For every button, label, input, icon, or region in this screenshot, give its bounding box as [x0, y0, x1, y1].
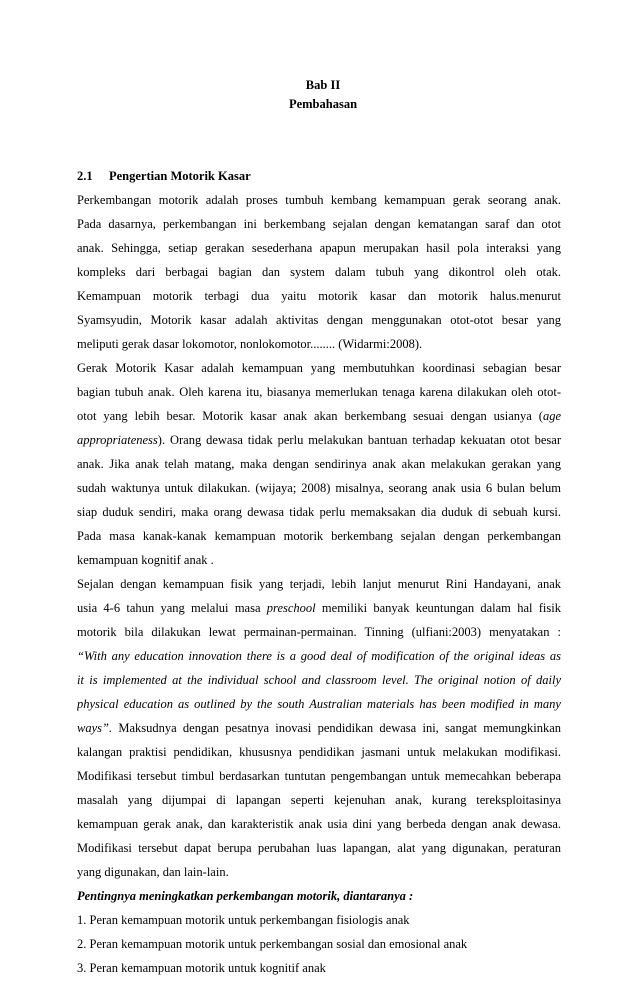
list-item: 3. Peran kemampuan motorik untuk kognitif anak — [77, 961, 326, 975]
paragraph-line: otot yang lebih besar. Motorik kasar anak akan berkembang sesuai dengan usianya (age — [77, 409, 561, 423]
list-item: 1. Peran kemampuan motorik untuk perkembangan fisiologis anak — [77, 913, 410, 927]
paragraph-line: motorik bila dilakukan lewat permainan-permainan. Tinning (ulfiani:2003) menyatakan : — [77, 625, 561, 639]
body-text — [77, 164, 561, 980]
paragraph-line: anak. Jika anak telah matang, maka dengan sendirinya anak akan melakukan gerakan yang — [77, 457, 561, 471]
paragraph-line: meliputi gerak dasar lokomotor, nonlokomotor........ (Widarmi:2008). — [77, 337, 423, 351]
paragraph-line: Gerak Motorik Kasar adalah kemampuan yang membutuhkan koordinasi sebagian besar — [77, 361, 561, 375]
chapter-subheading: Pembahasan — [288, 97, 358, 111]
paragraph-line: Kemampuan motorik terbagi dua yaitu motorik kasar dan motorik halus.menurut — [77, 289, 561, 303]
paragraph-line: Modifikasi tersebut dapat berupa perubahan luas lapangan, alat yang digunakan, peraturan — [77, 841, 561, 855]
quote-line: “With any education innovation there is a good deal of modification of the original ideas as — [77, 649, 561, 663]
paragraph-line: appropriateness). Orang dewasa tidak perlu melakukan bantuan terhadap kekuatan otot besar — [77, 433, 561, 447]
list-item: 2. Peran kemampuan motorik untuk perkembangan sosial dan emosional anak — [77, 937, 468, 951]
section-title-text: Pengertian Motorik Kasar — [109, 169, 251, 183]
paragraph-line: Pada dasarnya, perkembangan ini berkembang sejalan dengan kematangan saraf dan otot — [77, 217, 561, 231]
paragraph-line: Modifikasi tersebut timbul berdasarkan tuntutan pengembangan untuk memecahkan beberapa — [77, 769, 561, 783]
paragraph-line: kemampuan gerak anak, dan karakteristik anak usia dini yang berbeda dengan anak dewasa. — [77, 817, 561, 831]
list-heading: Pentingnya meningkatkan perkembangan motorik, diantaranya : — [77, 889, 414, 903]
section-number: 2.1 — [77, 169, 93, 183]
chapter-heading: Bab II — [305, 78, 341, 92]
paragraph-line: siap duduk sendiri, maka orang dewasa tidak perlu memaksakan dia duduk di sebuah kursi. — [77, 505, 561, 519]
quote-line: it is implemented at the individual school and classroom level. The original notion of daily — [77, 673, 561, 687]
section-title — [77, 164, 561, 188]
paragraph-line: anak. Sehingga, setiap gerakan sesederhana apapun merupakan hasil pola interaksi yang — [77, 241, 561, 255]
paragraph-line: sudah waktunya untuk dilakukan. (wijaya; 2008) misalnya, seorang anak usia 6 bulan belum — [77, 481, 561, 495]
paragraph-line: kemampuan kognitif anak . — [77, 553, 214, 567]
paragraph-line: kalangan praktisi pendidikan, khususnya pendidikan jasmani untuk melakukan modifikasi. — [77, 745, 561, 759]
quote-line: physical education as outlined by the south Australian materials has been modified in many — [77, 697, 561, 711]
paragraph-line: Pada masa kanak-kanak kemampuan motorik berkembang sejalan dengan perkembangan — [77, 529, 561, 543]
paragraph-line: ways”. Maksudnya dengan pesatnya inovasi pendidikan dewasa ini, sangat memungkinkan — [77, 721, 561, 735]
paragraph-line: yang digunakan, dan lain-lain. — [77, 865, 229, 879]
paragraph-line: Perkembangan motorik adalah proses tumbuh kembang kemampuan gerak seorang anak. — [77, 193, 561, 207]
paragraph-line: usia 4-6 tahun yang melalui masa preschool memiliki banyak keuntungan dalam hal fisik — [77, 601, 561, 615]
paragraph-line: masalah yang dijumpai di lapangan seperti kejenuhan anak, kurang tereksploitasinya — [77, 793, 561, 807]
paragraph-line: Sejalan dengan kemampuan fisik yang terjadi, lebih lanjut menurut Rini Handayani, anak — [77, 577, 561, 591]
paragraph-line: kompleks dari berbagai bagian dan system dalam tubuh yang dikontrol oleh otak. — [77, 265, 561, 279]
paragraph-line: bagian tubuh anak. Oleh karena itu, biasanya memerlukan tenaga karena dilakukan oleh otot- — [77, 385, 561, 399]
paragraph-line: Syamsyudin, Motorik kasar adalah aktivitas dengan menggunakan otot-otot besar yang — [77, 313, 561, 327]
